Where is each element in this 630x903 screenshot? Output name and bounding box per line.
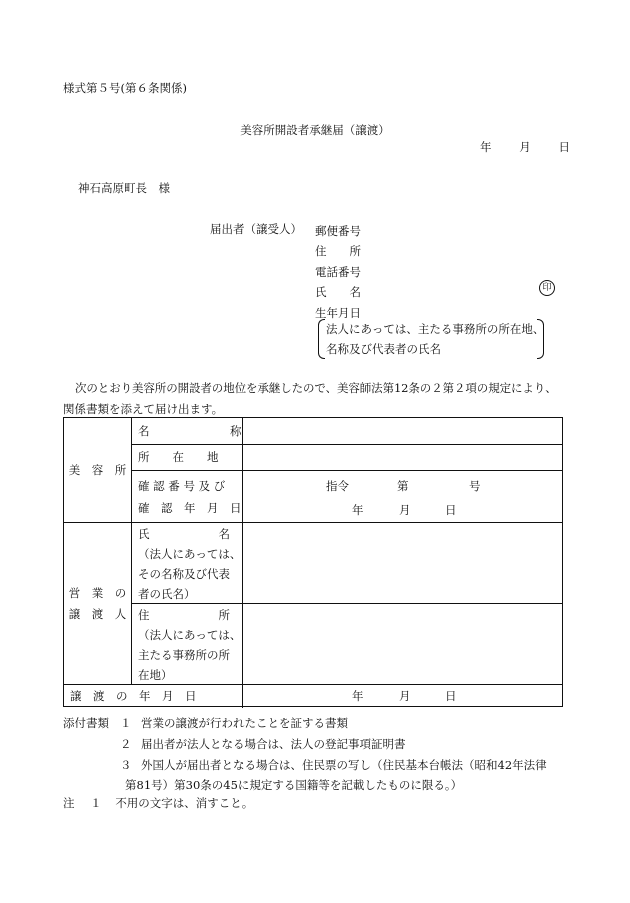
details-table: [63, 417, 563, 707]
form-number: 様式第５号(第６条関係): [63, 81, 187, 95]
declaration: [63, 378, 571, 420]
transferor-name-note-2: その名称及び代表: [138, 567, 230, 581]
salon-location-label: 所 在 地: [138, 450, 219, 464]
attachments-label: 添付書類: [63, 716, 109, 730]
transferor-label-line2: 譲 渡 人: [68, 607, 127, 621]
seal-mark: 印: [539, 280, 555, 296]
addressee: 神石高原町長 様: [78, 181, 170, 195]
transferor-address-label: 住 所: [138, 608, 230, 622]
filer-note-line2: 名称及び代表者の氏名: [326, 342, 441, 356]
transferor-name-note-1: （法人にあっては、: [138, 547, 242, 561]
filer-note-line1: 法人にあっては、主たる事務所の所在地、: [326, 322, 545, 336]
transfer-year: 年: [352, 689, 364, 703]
attachment-3-continuation: 第81号）第30条の45に規定する国籍等を記載したものに限る。）: [125, 778, 463, 792]
attachment-2-text: 届出者が法人となる場合は、法人の登記事項証明書: [141, 737, 406, 751]
confirm-month: 月: [399, 503, 411, 517]
footnote-text: 不用の文字は、消すこと。: [115, 796, 254, 810]
submission-date: [480, 139, 570, 155]
transfer-date-label: 譲 渡 の 年 月 日: [70, 689, 197, 703]
form-title: 美容所開設者承継届（譲渡）: [240, 123, 390, 137]
filer-address-label: 住 所: [315, 244, 361, 259]
date-year: 年: [480, 140, 492, 154]
attachment-1-text: 営業の譲渡が行われたことを証する書類: [141, 716, 348, 730]
attachment-2-num: ２: [120, 737, 132, 751]
confirm-year: 年: [352, 503, 364, 517]
transferor-name-label: 氏 名: [138, 527, 230, 541]
transferor-address-note-1: （法人にあっては、: [138, 628, 242, 642]
confirm-label-line2: 確 認 年 月 日: [138, 501, 242, 515]
transfer-day: 日: [445, 689, 457, 703]
filer-fields: [315, 221, 361, 323]
attachments: [63, 713, 571, 793]
footnote-num: １: [90, 796, 102, 810]
filer-label: 届出者（譲受人）: [210, 222, 302, 236]
filer-note: [318, 319, 544, 359]
number-prefix: 第: [397, 479, 409, 493]
number-suffix: 号: [469, 479, 481, 493]
transferor-name-note-3: 者の氏名）: [138, 587, 196, 601]
filer-name-label: 氏 名: [315, 285, 361, 300]
date-day: 日: [558, 140, 570, 154]
confirm-day: 日: [445, 503, 457, 517]
transferor-address-note-2: 主たる事務所の所: [138, 648, 230, 662]
salon-name-label: 名 称: [138, 424, 242, 438]
confirm-label-line1: 確 認 番 号 及 び: [138, 479, 226, 493]
transfer-month: 月: [399, 689, 411, 703]
left-bracket: [318, 319, 325, 359]
footnote: [63, 795, 253, 811]
attachment-1-num: １: [120, 716, 132, 730]
transferor-label-line1: 営 業 の: [68, 586, 127, 600]
filer-birthdate-label: 生年月日: [315, 305, 361, 320]
filer-phone-label: 電話番号: [315, 264, 361, 279]
footnote-label: 注: [63, 796, 75, 810]
attachment-3-text: 外国人が届出者となる場合は、住民票の写し（住民基本台帳法（昭和42年法律: [141, 758, 547, 772]
transferor-address-note-3: 在地）: [138, 668, 173, 682]
date-month: 月: [519, 140, 531, 154]
declaration-line2: 関係書類を添えて届け出ます。: [63, 402, 224, 416]
salon-label: 美 容 所: [68, 463, 127, 477]
designation-label: 指令: [326, 479, 349, 493]
filer-postal-code-label: 郵便番号: [315, 224, 361, 238]
attachment-3-num: ３: [120, 758, 132, 772]
declaration-line1: 次のとおり美容所の開設者の地位を承継したので、美容師法第12条の２第２項の規定により、: [75, 381, 557, 395]
